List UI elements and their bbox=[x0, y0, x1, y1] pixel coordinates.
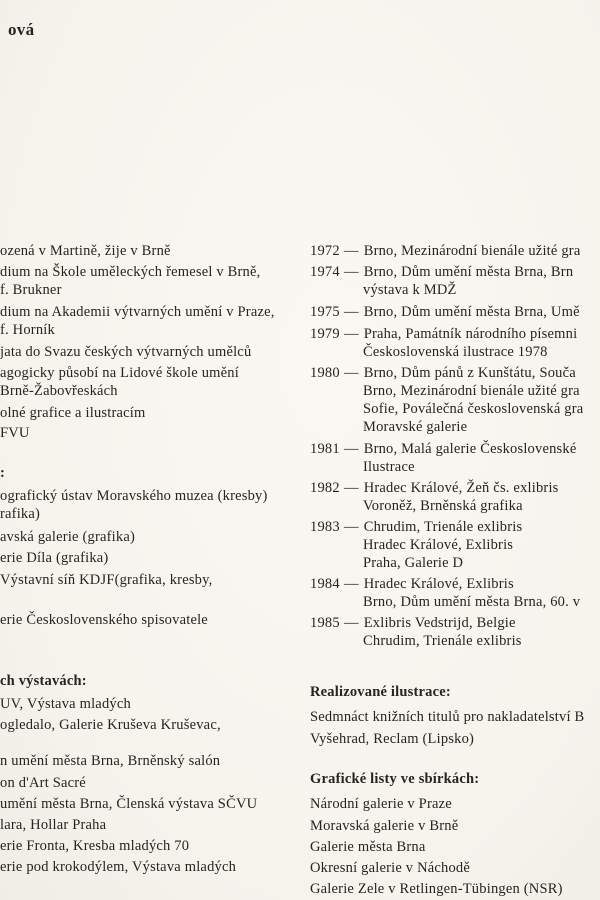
timeline-entry bbox=[310, 303, 580, 321]
dash: — bbox=[344, 615, 359, 631]
bio-line: Brně-Žabovřeskách bbox=[0, 383, 118, 399]
timeline-year: 1981 bbox=[310, 441, 340, 457]
timeline-text: Československá ilustrace 1978 bbox=[363, 344, 548, 360]
collections-line: rafika) bbox=[0, 506, 41, 522]
dash: — bbox=[344, 326, 359, 342]
timeline-text: Hradec Králové, Exlibris bbox=[363, 537, 514, 553]
prints-line: Galerie Zele v Retlingen-Tübingen (NSR) bbox=[310, 881, 563, 897]
illustrations-line: Vyšehrad, Reclam (Lipsko) bbox=[310, 731, 475, 747]
timeline-text: Praha, Památník národního písemni bbox=[363, 326, 578, 342]
dash: — bbox=[344, 519, 359, 535]
bio-line: dium na Škole uměleckých řemesel v Brně, bbox=[0, 264, 261, 280]
timeline-entry bbox=[310, 364, 576, 382]
dash: — bbox=[344, 365, 359, 381]
bio-line: f. Horník bbox=[0, 322, 55, 338]
timeline-year: 1972 bbox=[310, 243, 340, 259]
dash: — bbox=[344, 264, 359, 280]
timeline-entry bbox=[310, 440, 576, 458]
bio-line: jata do Svazu českých výtvarných umělců bbox=[0, 344, 252, 360]
collections-heading-fragment: : bbox=[0, 465, 6, 481]
timeline-year: 1984 bbox=[310, 576, 340, 592]
timeline-entry bbox=[310, 518, 522, 536]
exhibition-line: erie pod krokodýlem, Výstava mladých bbox=[0, 859, 237, 875]
timeline-text: Brno, Dům pánů z Kunštátu, Souča bbox=[363, 365, 576, 381]
prints-line: Národní galerie v Praze bbox=[310, 796, 452, 812]
timeline-text: Voroněž, Brněnská grafika bbox=[363, 498, 523, 514]
timeline-year: 1975 bbox=[310, 304, 340, 320]
exhibition-line: erie Fronta, Kresba mladých 70 bbox=[0, 838, 190, 854]
bio-line: agogicky působí na Lidové škole umění bbox=[0, 365, 239, 381]
exhibition-line: UV, Výstava mladých bbox=[0, 696, 131, 712]
timeline-text: Ilustrace bbox=[363, 459, 415, 475]
bio-line: olné grafice a ilustracím bbox=[0, 405, 146, 421]
timeline-text: Chrudim, Trienále exlibris bbox=[363, 519, 523, 535]
dash: — bbox=[344, 304, 359, 320]
exhibition-line: umění města Brna, Členská výstava SČVU bbox=[0, 796, 258, 812]
timeline-entry bbox=[310, 263, 573, 281]
exhibition-line: on d'Art Sacré bbox=[0, 775, 86, 791]
timeline-text: Sofie, Poválečná československá gra bbox=[363, 401, 584, 417]
prints-heading: Grafické listy ve sbírkách: bbox=[310, 771, 480, 787]
dash: — bbox=[344, 576, 359, 592]
timeline-text: Exlibris Vedstrijd, Belgie bbox=[363, 615, 516, 631]
timeline-entry bbox=[310, 325, 577, 343]
collections-line: Výstavní síň KDJF(grafika, kresby, bbox=[0, 572, 213, 588]
timeline-text: výstava k MDŽ bbox=[363, 282, 457, 298]
dash: — bbox=[344, 243, 359, 259]
collections-line: erie Československého spisovatele bbox=[0, 612, 208, 628]
timeline-year: 1980 bbox=[310, 365, 340, 381]
bio-line: ozená v Martině, žije v Brně bbox=[0, 243, 171, 259]
timeline-entry bbox=[310, 242, 580, 260]
timeline-text: Hradec Králové, Exlibris bbox=[363, 576, 514, 592]
timeline-text: Moravské galerie bbox=[363, 419, 468, 435]
timeline-text: Chrudim, Trienále exlibris bbox=[363, 633, 522, 649]
timeline-text: Praha, Galerie D bbox=[363, 555, 464, 571]
timeline-year: 1985 bbox=[310, 615, 340, 631]
collections-line: avská galerie (grafika) bbox=[0, 529, 136, 545]
timeline-entry bbox=[310, 614, 516, 632]
timeline-entry bbox=[310, 575, 514, 593]
illustrations-line: Sedmnáct knižních titulů pro nakladatelství B bbox=[310, 709, 585, 725]
name-fragment: ová bbox=[8, 20, 35, 39]
timeline-text: Brno, Dům umění města Brna, Umě bbox=[363, 304, 580, 320]
timeline-text: Brno, Dům umění města Brna, Brn bbox=[363, 264, 574, 280]
exhibition-line: ogledalo, Galerie Kruševa Kruševac, bbox=[0, 717, 221, 733]
timeline-text: Brno, Malá galerie Československé bbox=[363, 441, 577, 457]
timeline-year: 1979 bbox=[310, 326, 340, 342]
bio-line: FVU bbox=[0, 425, 30, 441]
timeline-text: Hradec Králové, Žeň čs. exlibris bbox=[363, 480, 559, 496]
exhibitions-heading-fragment: ch výstavách: bbox=[0, 673, 87, 689]
collections-line: erie Díla (grafika) bbox=[0, 550, 109, 566]
illustrations-heading: Realizované ilustrace: bbox=[310, 684, 451, 700]
timeline-year: 1983 bbox=[310, 519, 340, 535]
prints-line: Okresní galerie v Náchodě bbox=[310, 860, 471, 876]
prints-line: Moravská galerie v Brně bbox=[310, 818, 459, 834]
dash: — bbox=[344, 441, 359, 457]
timeline-text: Brno, Mezinárodní bienále užité gra bbox=[363, 383, 580, 399]
timeline-text: Brno, Mezinárodní bienále užité gra bbox=[363, 243, 581, 259]
timeline-entry bbox=[310, 479, 559, 497]
bio-line: dium na Akademii výtvarných umění v Praze, bbox=[0, 304, 275, 320]
bio-line: f. Brukner bbox=[0, 282, 62, 298]
exhibition-line: lara, Hollar Praha bbox=[0, 817, 107, 833]
collections-line: ografický ústav Moravského muzea (kresby) bbox=[0, 488, 268, 504]
timeline-year: 1974 bbox=[310, 264, 340, 280]
timeline-text: Brno, Dům umění města Brna, 60. v bbox=[363, 594, 581, 610]
dash: — bbox=[344, 480, 359, 496]
prints-line: Galerie města Brna bbox=[310, 839, 426, 855]
timeline-year: 1982 bbox=[310, 480, 340, 496]
exhibition-line: n umění města Brna, Brněnský salón bbox=[0, 753, 221, 769]
